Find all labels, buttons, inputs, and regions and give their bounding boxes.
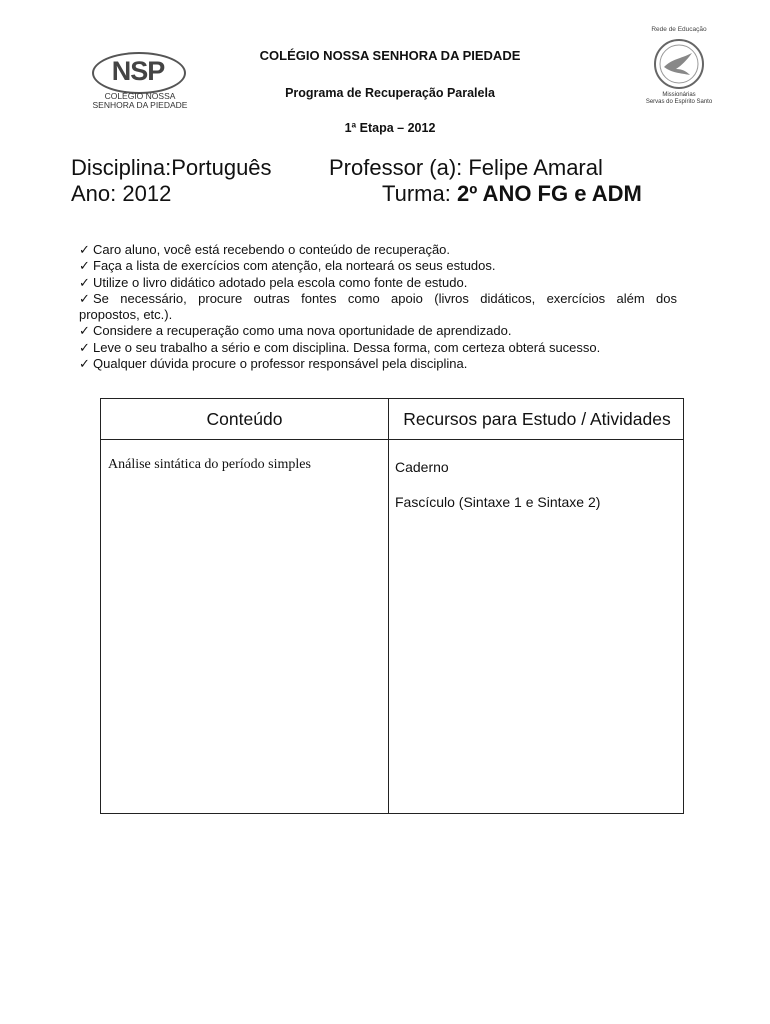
check-icon: ✓ [79, 356, 90, 372]
teacher-label: Professor (a): Felipe Amaral [329, 155, 603, 180]
school-logo [88, 50, 192, 112]
instruction-item: ✓ Considere a recuperação como uma nova oportunidade de aprendizado. [79, 323, 512, 339]
check-icon: ✓ [79, 323, 90, 339]
check-icon: ✓ [79, 258, 90, 274]
dove-icon [652, 37, 706, 91]
instruction-item: ✓ Faça a lista de exercícios com atenção, ela norteará os seus estudos. [79, 258, 496, 274]
instruction-item: ✓ Leve o seu trabalho a sério e com disciplina. Dessa forma, com certeza obterá sucesso. [79, 339, 601, 355]
resource-item: Fascículo (Sintaxe 1 e Sintaxe 2) [395, 494, 601, 510]
stage-label: 1ª Etapa – 2012 [344, 121, 436, 135]
discipline-label: Disciplina:Português [71, 155, 272, 180]
logo-line-2: SENHORA DA PIEDADE [92, 100, 188, 110]
table-header-resources: Recursos para Estudo / Atividades [403, 409, 671, 429]
network-logo [636, 26, 722, 106]
logo-line-1: COLÉGIO NOSSA [104, 91, 176, 101]
instructions-list [79, 242, 677, 372]
instruction-item: ✓ Caro aluno, você está recebendo o conteúdo de recuperação. [79, 242, 451, 257]
table-header-content: Conteúdo [206, 409, 283, 429]
network-logo-top: Rede de Educação [651, 26, 707, 33]
network-logo-line-1: Missionárias [662, 92, 696, 98]
table-divider-horizontal [101, 439, 683, 440]
year-label: Ano: 2012 [71, 181, 172, 206]
check-icon: ✓ [79, 339, 90, 355]
check-icon: ✓ [79, 290, 90, 306]
check-icon: ✓ [79, 242, 90, 257]
network-logo-line-2: Servas do Espírito Santo [645, 99, 713, 105]
class-prefix: Turma: [382, 181, 457, 206]
table-divider-vertical [388, 399, 389, 813]
class-value: 2º ANO FG e ADM [456, 181, 642, 206]
check-icon: ✓ [79, 274, 90, 290]
instruction-item: ✓ Se necessário, procure outras fontes como apoio (livros didáticos, exercícios além dos [79, 290, 677, 306]
program-title: Programa de Recuperação Paralela [285, 86, 495, 100]
content-table [100, 398, 684, 814]
school-name: COLÉGIO NOSSA SENHORA DA PIEDADE [259, 48, 521, 63]
logo-mark: NSP [111, 56, 165, 86]
instruction-item-continued: propostos, etc.). [79, 307, 173, 323]
resource-item: Caderno [395, 459, 449, 475]
instruction-item: ✓ Utilize o livro didático adotado pela escola como fonte de estudo. [79, 274, 468, 290]
content-cell: Análise sintática do período simples [108, 457, 311, 472]
instruction-item: ✓ Qualquer dúvida procure o professor responsável pela disciplina. [79, 356, 468, 372]
class-label [382, 181, 642, 207]
